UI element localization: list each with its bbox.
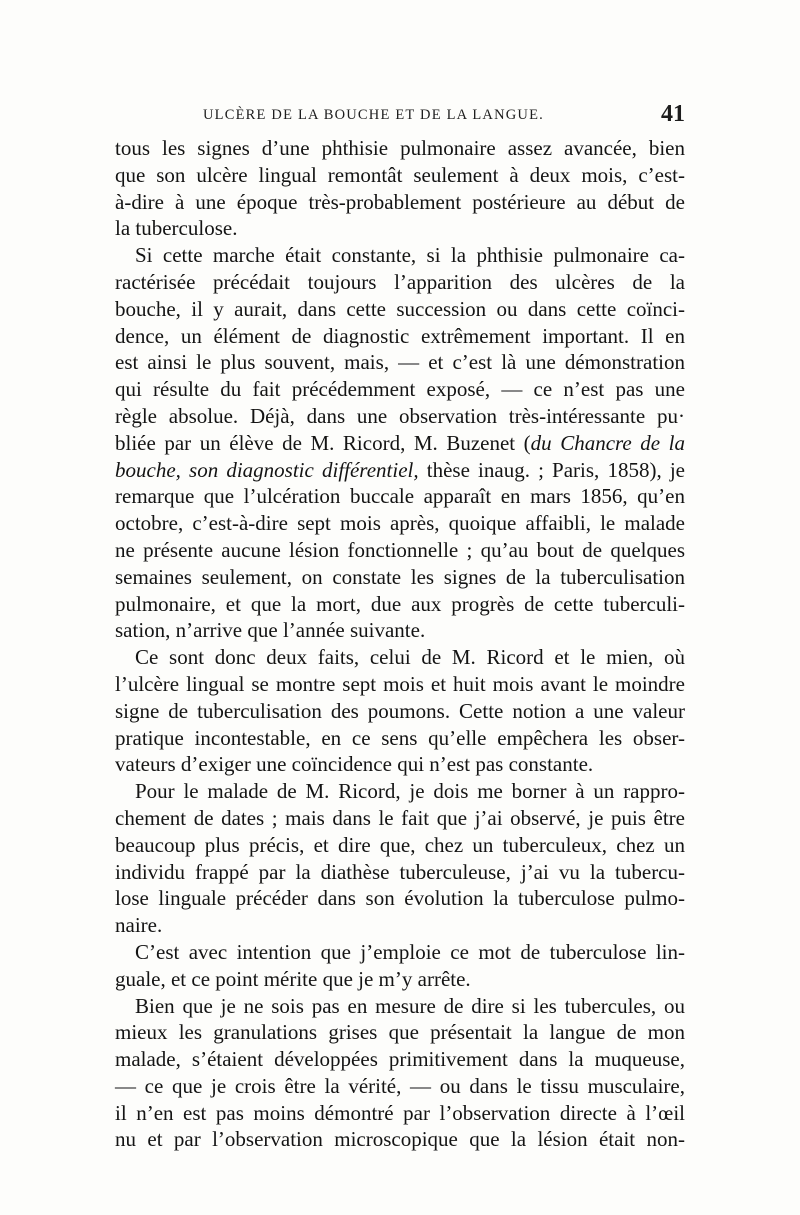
text-line: pratique incontestable, en ce sens qu’elle empêchera les obser- bbox=[115, 725, 685, 750]
text-line: individu frappé par la diathèse tuberculeuse, j’ai vu la tubercu- bbox=[115, 859, 685, 884]
paragraph bbox=[115, 993, 685, 1154]
text-line: semaines seulement, on constate les signes de la tuberculisation bbox=[115, 564, 685, 589]
paragraph bbox=[115, 644, 685, 778]
text-line: naire. bbox=[115, 913, 163, 938]
text-line: remarque que l’ulcération buccale apparaît en mars 1856, qu’en bbox=[115, 484, 685, 509]
text-run: thèse inaug. ; Paris, 1858), je bbox=[418, 457, 685, 482]
text-line: Ce sont donc deux faits, celui de M. Ricord et le mien, où bbox=[135, 645, 685, 670]
text-line: bouche, il y aurait, dans cette succession ou dans cette coïnci- bbox=[115, 296, 685, 321]
text-line: ractérisée précédait toujours l’apparition des ulcères de la bbox=[115, 269, 685, 294]
text-line: sation, n’arrive que l’année suivante. bbox=[115, 618, 426, 643]
page-number: 41 bbox=[661, 101, 685, 127]
text-line: pulmonaire, et que la mort, due aux progrès de cette tuberculi- bbox=[115, 591, 685, 616]
text-line: — ce que je crois être la vérité, — ou dans le tissu musculaire, bbox=[115, 1073, 685, 1098]
paragraph bbox=[115, 778, 685, 939]
text-line: mieux les granulations grises que présentait la langue de mon bbox=[115, 1020, 685, 1045]
text-line: malade, s’étaient développées primitivement dans la muqueuse, bbox=[115, 1047, 685, 1072]
text-line: C’est avec intention que j’emploie ce mot de tuberculose lin- bbox=[135, 939, 685, 964]
text-line: la tuberculose. bbox=[115, 216, 238, 241]
text-line: que son ulcère lingual remontât seulement à deux mois, c’est- bbox=[115, 162, 685, 187]
text-line bbox=[115, 457, 685, 484]
text-line: vateurs d’exiger une coïncidence qui n’est pas constante. bbox=[115, 752, 594, 777]
running-title: ULCÈRE DE LA BOUCHE ET DE LA LANGUE. bbox=[203, 107, 544, 123]
paragraph bbox=[115, 939, 685, 993]
italic-citation: bouche, son diagnostic différentiel, bbox=[115, 457, 419, 482]
text-line: dence, un élément de diagnostic extrêmement important. Il en bbox=[115, 323, 685, 348]
text-line: est ainsi le plus souvent, mais, — et c’est là une démonstration bbox=[115, 350, 685, 375]
text-line: Si cette marche était constante, si la phthisie pulmonaire ca- bbox=[135, 243, 685, 268]
text-line: guale, et ce point mérite que je m’y arrête. bbox=[115, 966, 471, 991]
text-line: à-dire à une époque très-probablement postérieure au début de bbox=[115, 189, 685, 214]
text-line: qui résulte du fait précédemment exposé, — ce n’est pas une bbox=[115, 377, 685, 402]
text-line: l’ulcère lingual se montre sept mois et huit mois avant le moindre bbox=[115, 671, 685, 696]
body-text bbox=[115, 135, 685, 1153]
text-line bbox=[115, 430, 685, 457]
text-line: Pour le malade de M. Ricord, je dois me borner à un rappro- bbox=[135, 779, 685, 804]
text-run: bliée par un élève de M. Ricord, M. Buzenet ( bbox=[115, 430, 531, 455]
text-line: nu et par l’observation microscopique que la lésion était non- bbox=[115, 1127, 685, 1152]
italic-citation: du Chancre de la bbox=[530, 430, 685, 455]
text-line: beaucoup plus précis, et dire que, chez un tuberculeux, chez un bbox=[115, 832, 685, 857]
text-line: tous les signes d’une phthisie pulmonaire assez avancée, bien bbox=[115, 136, 685, 160]
running-head bbox=[115, 103, 685, 131]
text-line: lose linguale précéder dans son évolution la tuberculose pulmo- bbox=[115, 886, 685, 911]
text-line: Bien que je ne sois pas en mesure de dire si les tubercules, ou bbox=[135, 993, 685, 1018]
text-line: signe de tuberculisation des poumons. Cette notion a une valeur bbox=[115, 698, 685, 723]
text-line: chement de dates ; mais dans le fait que j’ai observé, je puis être bbox=[115, 805, 685, 830]
text-line: règle absolue. Déjà, dans une observation très-intéressante pu· bbox=[115, 403, 685, 428]
paragraph bbox=[115, 242, 685, 644]
text-line: ne présente aucune lésion fonctionnelle ; qu’au bout de quelques bbox=[115, 537, 685, 562]
text-line: il n’en est pas moins démontré par l’observation directe à l’œil bbox=[115, 1100, 685, 1125]
paragraph bbox=[115, 135, 685, 242]
text-line: octobre, c’est-à-dire sept mois après, quoique affaibli, le malade bbox=[115, 511, 685, 536]
